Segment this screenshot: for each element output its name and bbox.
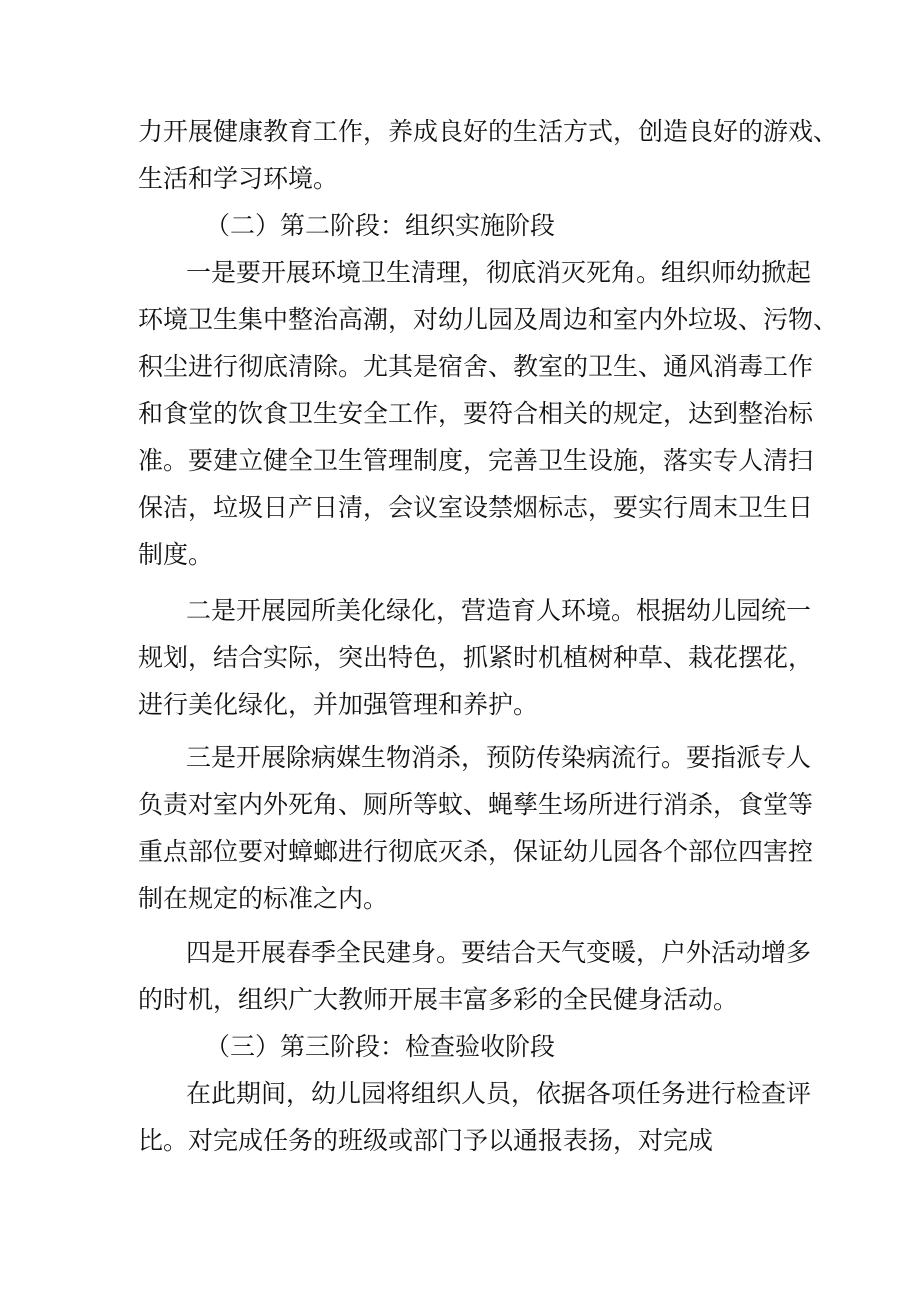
- section-heading: （二）第二阶段：组织实施阶段: [205, 211, 556, 240]
- paragraph-line: 生活和学习环境。: [138, 164, 339, 193]
- paragraph-line: 重点部位要对蟑螂进行彻底灭杀，保证幼儿园各个部位四害控: [138, 837, 814, 866]
- paragraph-line: 比。对完成任务的班级或部门予以通报表扬，对完成: [138, 1126, 714, 1155]
- paragraph-line: 和食堂的饮食卫生安全工作，要符合相关的规定，达到整治标: [138, 399, 814, 428]
- paragraph-line: 在此期间，幼儿园将组织人员，依据各项任务进行检查评: [186, 1079, 812, 1108]
- paragraph-line: 四是开展春季全民建身。要结合天气变暖，户外活动增多: [186, 938, 812, 967]
- paragraph-line: 制在规定的标准之内。: [138, 884, 389, 913]
- paragraph-line: 三是开展除病媒生物消杀，预防传染病流行。要指派专人: [186, 743, 812, 772]
- paragraph-line: 一是要开展环境卫生清理，彻底消灭死角。组织师幼掀起: [186, 258, 812, 287]
- paragraph-line: 的时机，组织广大教师开展丰富多彩的全民健身活动。: [138, 985, 739, 1014]
- paragraph-line: 二是开展园所美化绿化，营造育人环境。根据幼儿园统一: [186, 596, 812, 625]
- paragraph-line: 力开展健康教育工作，养成良好的生活方式，创造良好的游戏、: [138, 117, 839, 146]
- paragraph-line: 负责对室内外死角、厕所等蚊、蝇孳生场所进行消杀，食堂等: [138, 790, 814, 819]
- paragraph-line: 规划，结合实际，突出特色，抓紧时机植树种草、栽花摆花，: [138, 643, 814, 672]
- section-heading: （三）第三阶段：检查验收阶段: [205, 1032, 556, 1061]
- paragraph-line: 保洁，垃圾日产日清，会议室设禁烟标志，要实行周末卫生日: [138, 493, 814, 522]
- paragraph-line: 环境卫生集中整治高潮，对幼儿园及周边和室内外垃圾、污物、: [138, 305, 839, 334]
- paragraph-line: 进行美化绿化，并加强管理和养护。: [138, 690, 539, 719]
- paragraph-line: 准。要建立健全卫生管理制度，完善卫生设施，落实专人清扫: [138, 446, 814, 475]
- paragraph-line: 制度。: [138, 540, 214, 569]
- paragraph-line: 积尘进行彻底清除。尤其是宿舍、教室的卫生、通风消毒工作: [138, 352, 814, 381]
